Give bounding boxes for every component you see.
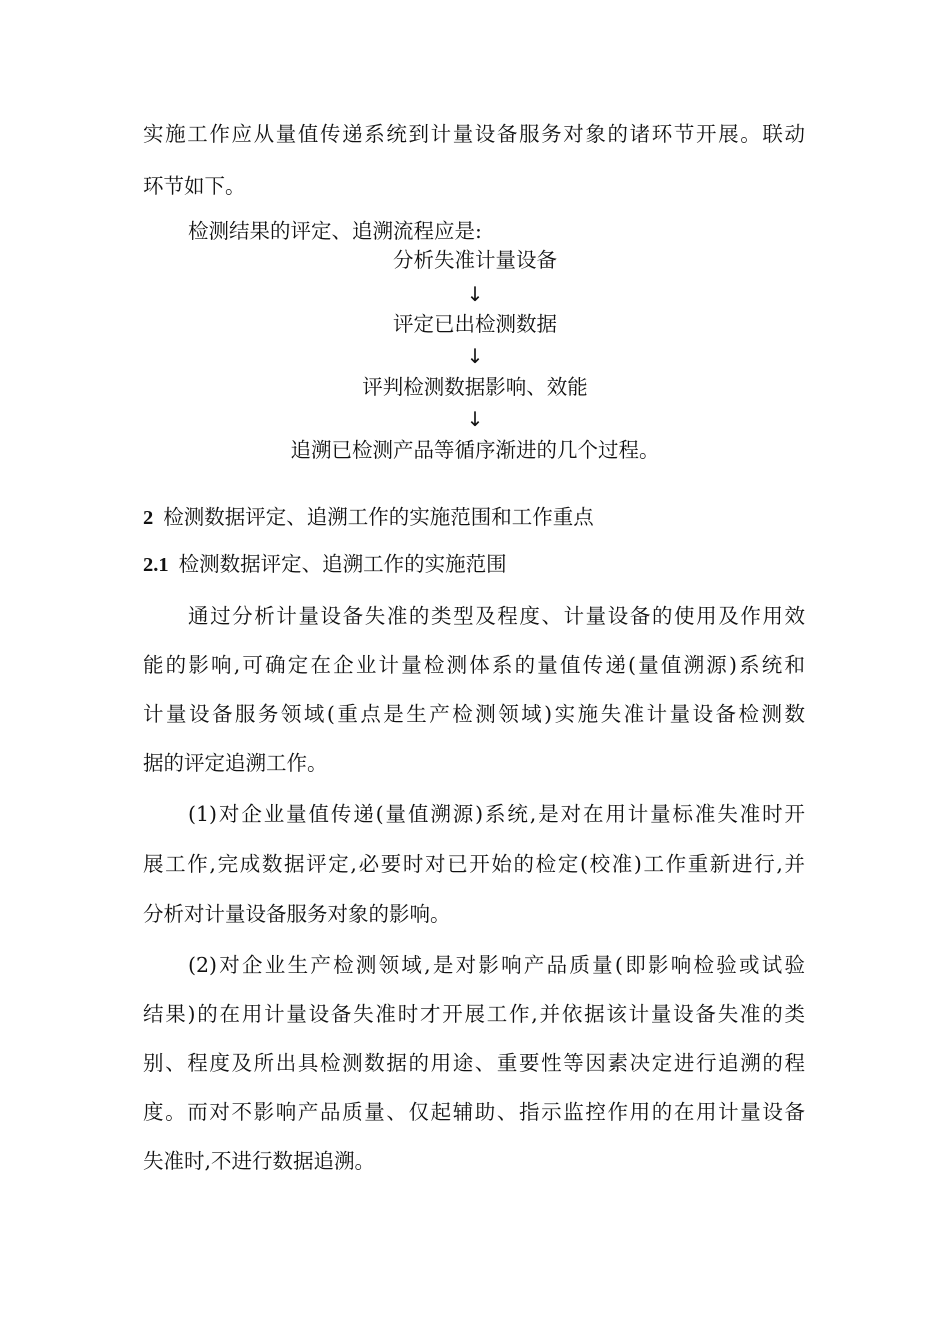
- para-2-line-3: 分析对计量设备服务对象的影响。: [143, 902, 451, 926]
- flow-step-3: 评判检测数据影响、效能: [362, 375, 588, 399]
- para-3-line-1: (2)对企业生产检测领域,是对影响产品质量(即影响检验或试验: [188, 953, 805, 977]
- para-3-line-2: 结果)的在用计量设备失准时才开展工作,并依据该计量设备失准的类: [143, 1002, 805, 1026]
- para-3-line-3: 别、程度及所出具检测数据的用途、重要性等因素决定进行追溯的程: [143, 1051, 805, 1075]
- down-arrow-icon: ↓: [466, 407, 484, 431]
- para-3-line-4: 度。而对不影响产品质量、仅起辅助、指示监控作用的在用计量设备: [143, 1100, 805, 1124]
- para-1-line-1: 通过分析计量设备失准的类型及程度、计量设备的使用及作用效: [188, 604, 805, 628]
- section-2-heading: [143, 503, 594, 532]
- intro-line-1: 实施工作应从量值传递系统到计量设备服务对象的诸环节开展。联动: [143, 122, 805, 146]
- down-arrow-icon: ↓: [466, 344, 484, 368]
- para-1-line-3: 计量设备服务领域(重点是生产检测领域)实施失准计量设备检测数: [143, 702, 805, 726]
- down-arrow-icon: ↓: [466, 282, 484, 306]
- section-2-title: 检测数据评定、追溯工作的实施范围和工作重点: [163, 505, 594, 529]
- section-2-1-title: 检测数据评定、追溯工作的实施范围: [178, 552, 507, 576]
- flow-step-2: 评定已出检测数据: [393, 312, 557, 336]
- para-2-line-2: 展工作,完成数据评定,必要时对已开始的检定(校准)工作重新进行,并: [143, 852, 805, 876]
- para-3-line-5: 失准时,不进行数据追溯。: [143, 1149, 376, 1173]
- para-1-line-2: 能的影响,可确定在企业计量检测体系的量值传递(量值溯源)系统和: [143, 653, 805, 677]
- flow-lead: 检测结果的评定、追溯流程应是:: [188, 219, 482, 243]
- section-2-1-number: 2.1: [143, 554, 169, 576]
- flow-step-4: 追溯已检测产品等循序渐进的几个过程。: [290, 438, 660, 462]
- para-1-line-4: 据的评定追溯工作。: [143, 751, 328, 775]
- intro-line-2: 环节如下。: [143, 174, 246, 198]
- para-2-line-1: (1)对企业量值传递(量值溯源)系统,是对在用计量标准失准时开: [188, 802, 805, 826]
- flow-step-1: 分析失准计量设备: [393, 248, 557, 272]
- section-2-number: 2: [143, 507, 154, 529]
- section-2-1-heading: [143, 550, 507, 579]
